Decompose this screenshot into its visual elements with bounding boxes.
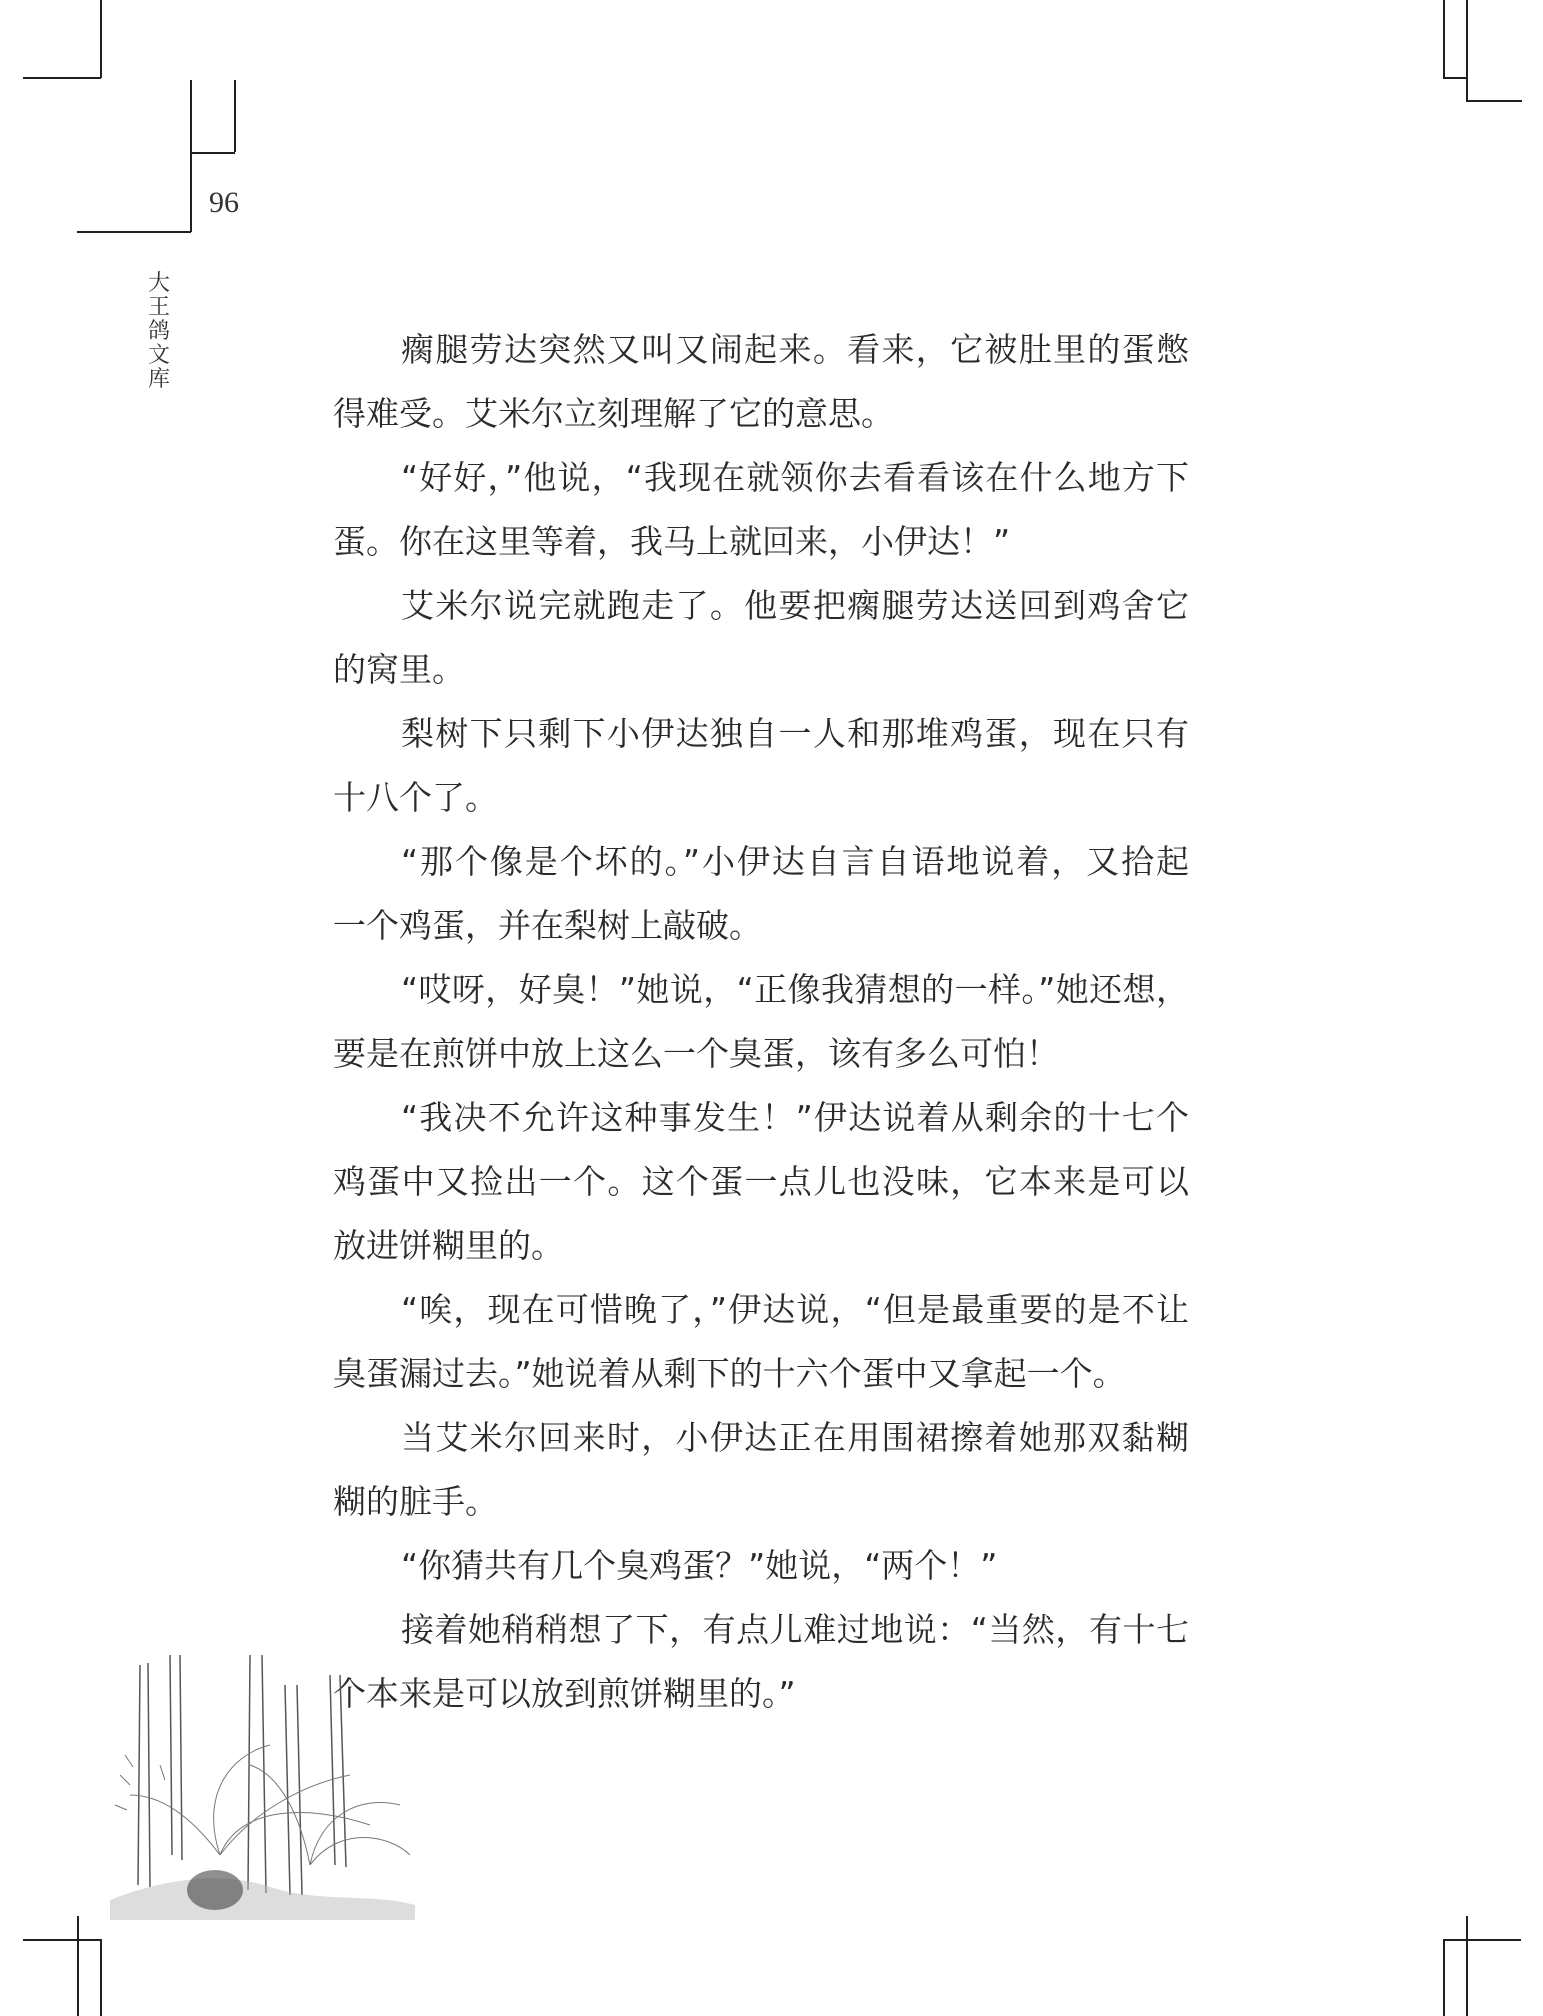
crop-mark <box>100 1939 102 2016</box>
text-line: “我决不允许这种事发生！”伊达说着从剩余的十七个 <box>401 1098 1189 1137</box>
crop-mark <box>190 80 192 232</box>
text-line: “哎呀，好臭！”她说，“正像我猜想的一样。”她还想， <box>401 970 1189 1009</box>
text-line: 梨树下只剩下小伊达独自一人和那堆鸡蛋，现在只有 <box>401 714 1189 753</box>
series-title-char: 库 <box>147 367 170 392</box>
paragraph <box>333 1086 1189 1278</box>
series-title-char: 王 <box>147 295 170 320</box>
crop-mark <box>234 80 236 152</box>
crop-mark <box>1466 1916 1468 2016</box>
crop-mark <box>1443 1939 1521 1941</box>
crop-mark <box>23 77 101 79</box>
crop-mark <box>190 152 235 154</box>
text-line: “好好，”他说，“我现在就领你去看看该在什么地方下 <box>401 458 1189 497</box>
text-line: 一个鸡蛋，并在梨树上敲破。 <box>333 906 762 945</box>
text-line: 鸡蛋中又捡出一个。这个蛋一点儿也没味，它本来是可以 <box>333 1162 1189 1201</box>
text-line: 糊的脏手。 <box>333 1482 498 1521</box>
text-line: 蛋。你在这里等着，我马上就回来，小伊达！” <box>333 522 1011 561</box>
crop-mark <box>1443 77 1467 79</box>
text-line: 放进饼糊里的。 <box>333 1226 564 1265</box>
crop-mark <box>1466 0 1468 100</box>
paragraph <box>333 446 1189 574</box>
text-line: 当艾米尔回来时，小伊达正在用围裙擦着她那双黏糊 <box>401 1418 1189 1457</box>
text-line: 瘸腿劳达突然又叫又闹起来。看来，它被肚里的蛋憋 <box>401 330 1189 369</box>
text-line: 要是在煎饼中放上这么一个臭蛋，该有多么可怕！ <box>333 1034 1059 1073</box>
text-line: “你猜共有几个臭鸡蛋？”她说，“两个！” <box>401 1546 998 1585</box>
crop-mark <box>23 1939 101 1941</box>
text-line: 艾米尔说完就跑走了。他要把瘸腿劳达送回到鸡舍它 <box>401 586 1189 625</box>
crop-mark <box>77 1916 79 2016</box>
text-line: 个本来是可以放到煎饼糊里的。” <box>333 1674 796 1713</box>
paragraph <box>333 1534 1189 1598</box>
crop-mark <box>1466 100 1522 102</box>
page-number: 96 <box>209 186 239 219</box>
crop-mark <box>1443 1939 1445 2016</box>
text-line: 接着她稍稍想了下，有点儿难过地说：“当然，有十七 <box>401 1610 1189 1649</box>
crop-mark <box>77 231 191 233</box>
text-line: “那个像是个坏的。”小伊达自言自语地说着，又拾起 <box>401 842 1189 881</box>
paragraph <box>333 958 1189 1086</box>
text-line: 得难受。艾米尔立刻理解了它的意思。 <box>333 394 894 433</box>
paragraph <box>333 1278 1189 1406</box>
series-title <box>146 272 172 392</box>
series-title-char: 大 <box>147 271 170 296</box>
paragraph <box>333 574 1189 702</box>
forest-illustration <box>100 1655 420 1920</box>
paragraph <box>333 1406 1189 1534</box>
text-line: “唉，现在可惜晚了，”伊达说，“但是最重要的是不让 <box>401 1290 1189 1329</box>
text-line: 臭蛋漏过去。”她说着从剩下的十六个蛋中又拿起一个。 <box>333 1354 1126 1393</box>
series-title-char: 文 <box>147 343 170 368</box>
crop-mark <box>100 0 102 78</box>
series-title-char: 鸽 <box>147 319 170 344</box>
text-line: 十八个了。 <box>333 778 498 817</box>
paragraph <box>333 830 1189 958</box>
paragraph <box>333 702 1189 830</box>
text-line: 的窝里。 <box>333 650 465 689</box>
crop-mark <box>1443 0 1445 78</box>
paragraph <box>333 1598 1189 1726</box>
paragraph <box>333 318 1189 446</box>
body-text <box>333 318 1189 1726</box>
